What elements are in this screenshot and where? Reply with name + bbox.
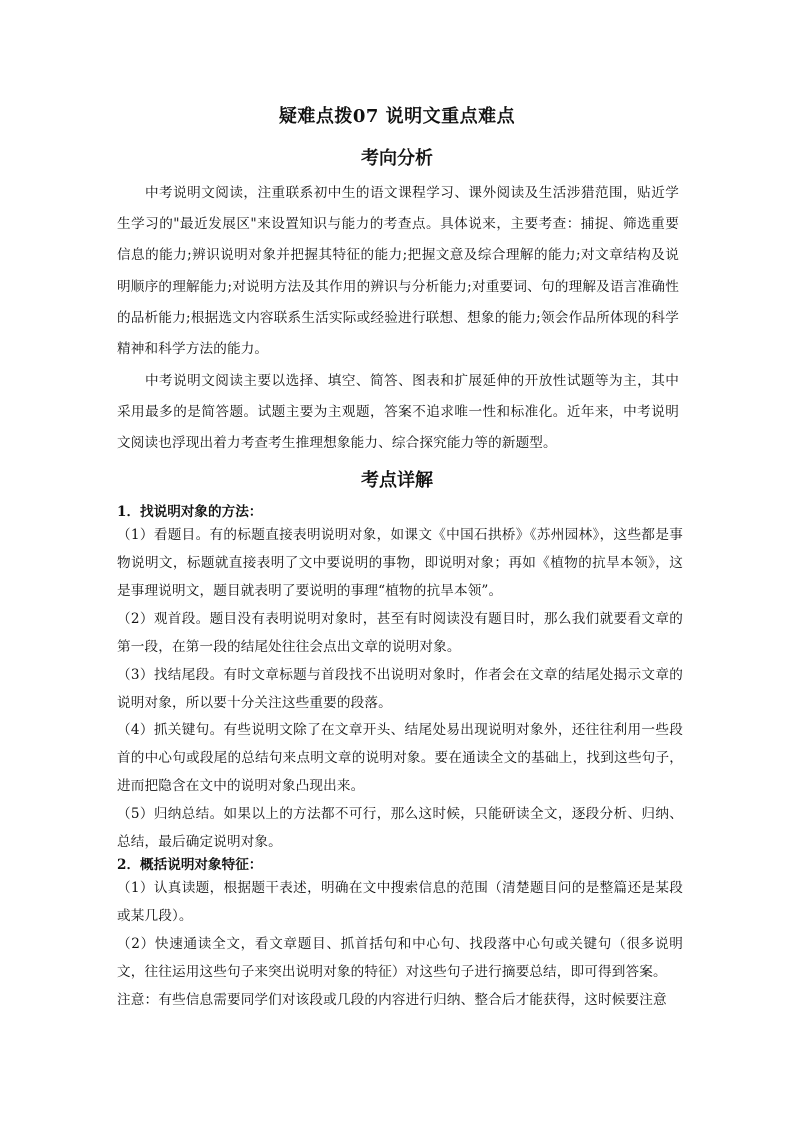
feature-item-2: （2）快速通读全文，看文章题目、抓首括句和中心句、找段落中心句或关键句（很多说明文，往往运用这些句子来突出说明对象的特征）对这些句子进行摘要总结，即可得到答案。 (117, 936, 683, 980)
section-title-details: 考点详解 (361, 470, 433, 491)
method-item-1: （1）看题目。有的标题直接表明说明对象，如课文《中国石拱桥》《苏州园林》，这些都是事物说明文，标题就直接表明了文中要说明的事物，即说明对象；再如《植物的抗旱本领》，这是事理说明文，题目就表明了要说明的事理“植物的抗旱本领”。 (117, 527, 683, 599)
analysis-paragraph-2: 中考说明文阅读主要以选择、填空、简答、图表和扩展延伸的开放性试题等为主，其中采用最多的是简答题。试题主要为主观题，答案不追求唯一性和标准化。近年来，中考说明文阅读也浮现出着力考查考生推理想象能力、综合探究能力等的新题型。 (117, 373, 679, 452)
subheading-summarize-features: 2．概括说明对象特征： (117, 857, 263, 873)
method-item-2: （2）观首段。题目没有表明说明对象时，甚至有时阅读没有题目时，那么我们就要看文章的第一段，在第一段的结尾处往往会点出文章的说明对象。 (117, 611, 683, 655)
page-title: 疑难点拨07 说明文重点难点 (278, 106, 516, 127)
method-item-5: （5）归纳总结。如果以上的方法都不可行，那么这时候，只能研读全文，逐段分析、归纳、总结，最后确定说明对象。 (117, 806, 683, 850)
method-item-4: （4）抓关键句。有些说明文除了在文章开头、结尾处易出现说明对象外，还往往利用一些段首的中心句或段尾的总结句来点明文章的说明对象。要在通读全文的基础上，找到这些句子，进而把隐含在文中的说明对象凸现出来。 (117, 722, 683, 794)
analysis-paragraph-1: 中考说明文阅读，注重联系初中生的语文课程学习、课外阅读及生活涉猎范围，贴近学生学习的"最近发展区"来设置知识与能力的考查点。具体说来，主要考查：捕捉、筛选重要信息的能力;辨识说明对象并把握其特征的能力;把握文意及综合理解的能力;对文章结构及说明顺序的理解能力;对说明方法及其作用的辨识与分析能力;对重要词、句的理解及语言准确性的品析能力;根据选文内容联系生活实际或经验进行联想、想象的能力;领会作品所体现的科学精神和科学方法的能力。 (117, 185, 679, 358)
method-item-3: （3）找结尾段。有时文章标题与首段找不出说明对象时，作者会在文章的结尾处揭示文章的说明对象，所以要十分关注这些重要的段落。 (117, 667, 683, 711)
note-text: 注意：有些信息需要同学们对该段或几段的内容进行归纳、整合后才能获得，这时候要注意 (117, 992, 667, 1008)
section-title-analysis: 考向分析 (361, 148, 433, 169)
subheading-find-object: 1．找说明对象的方法： (117, 504, 263, 520)
feature-item-1: （1）认真读题，根据题干表述，明确在文中搜索信息的范围（清楚题目问的是整篇还是某段或某几段）。 (117, 880, 683, 924)
